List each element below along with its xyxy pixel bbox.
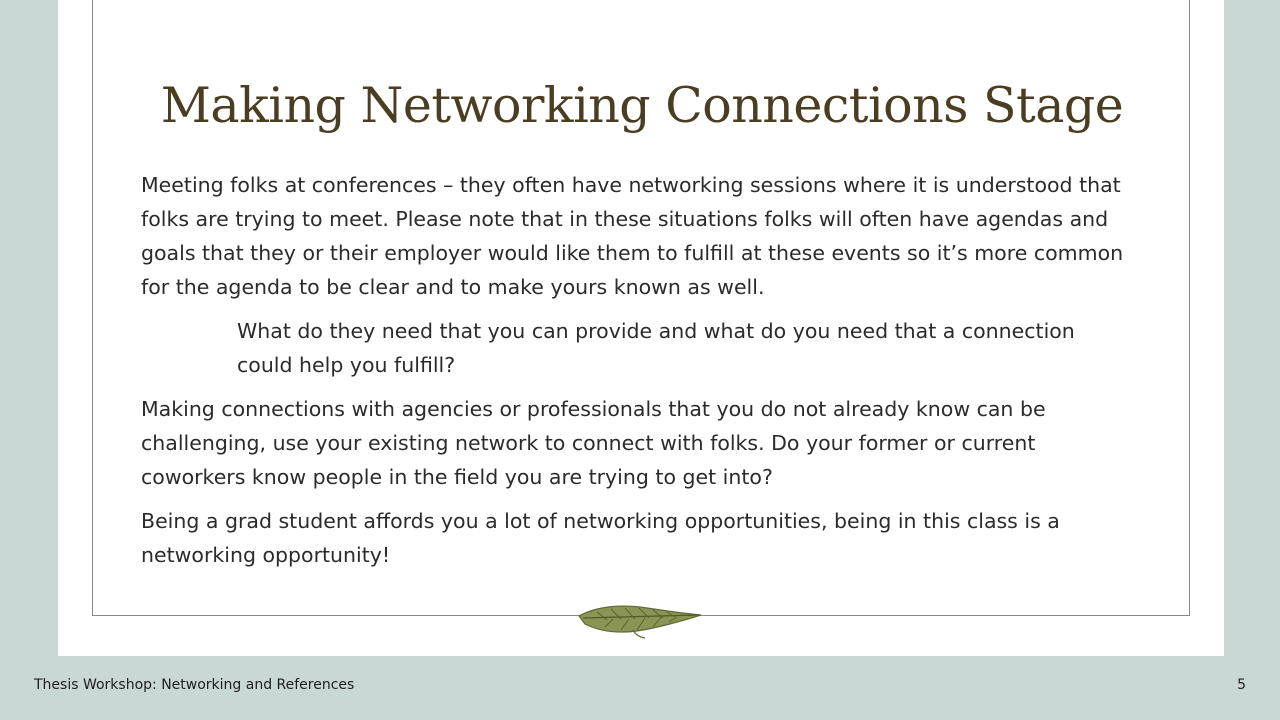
slide-title: Making Networking Connections Stage [160, 77, 1124, 134]
slide-body [141, 168, 1141, 582]
paragraph-existing-network: Making connections with agencies or professionals that you do not already know can be challenging, use your existing network to connect with folks. Do your former or current coworkers know people in the field you are trying to get into? [141, 397, 1046, 489]
page-number: 5 [1237, 677, 1246, 693]
slide-panel [58, 0, 1224, 656]
feather-leaf-icon [577, 600, 703, 640]
footer-presentation-title: Thesis Workshop: Networking and References [34, 677, 355, 693]
slide-frame [92, 0, 1190, 616]
paragraph-conferences: Meeting folks at conferences – they often have networking sessions where it is understood that folks are trying to meet. Please note that in these situations folks will often have agendas and goals that they or their employer would like them to fulfill at these events so it’s more common for the agenda to be clear and to make yours known as well. [141, 173, 1124, 299]
paragraph-grad-student: Being a grad student affords you a lot of networking opportunities, being in this class is a networking opportunity! [141, 509, 1060, 567]
paragraph-question-indented: What do they need that you can provide and what do you need that a connection could help you fulfill? [237, 319, 1075, 377]
